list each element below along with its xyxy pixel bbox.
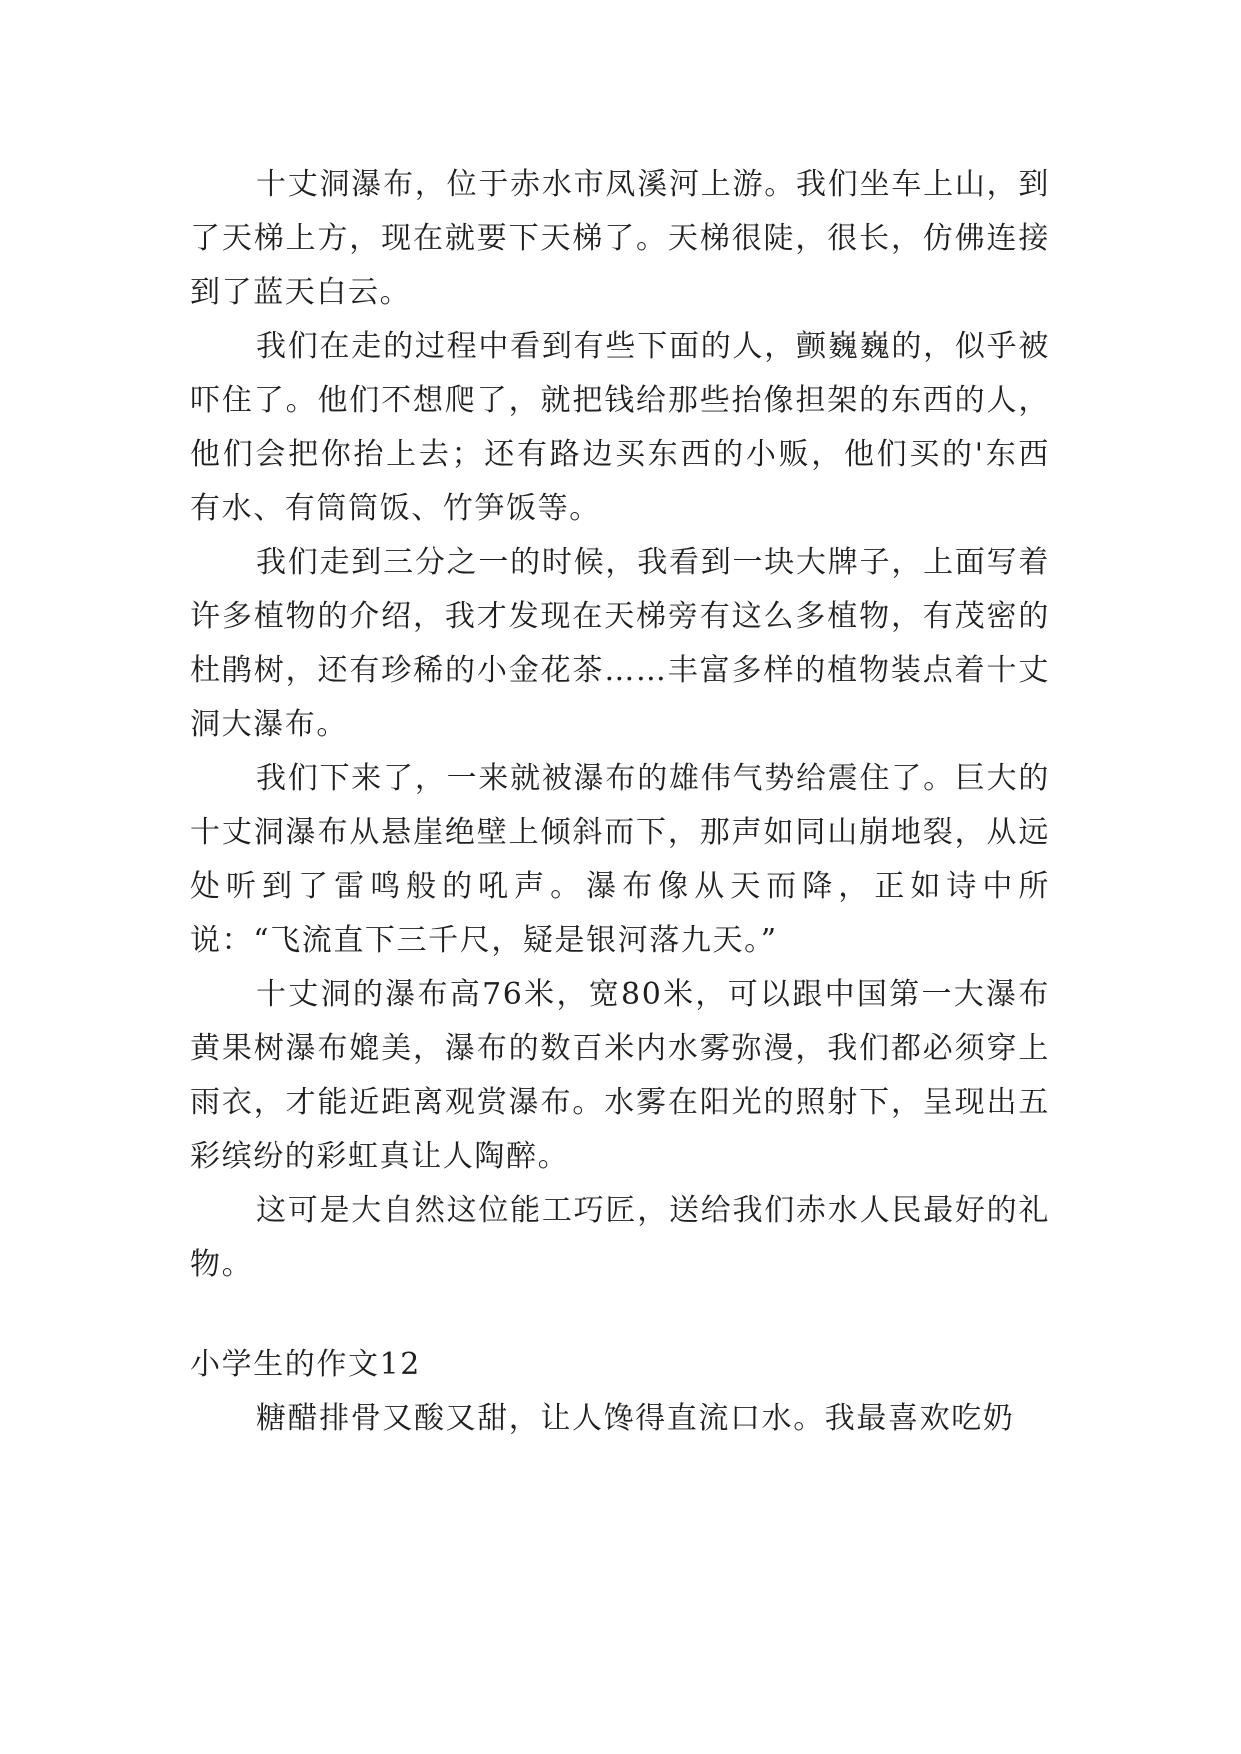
paragraph-3: 我们走到三分之一的时候，我看到一块大牌子，上面写着许多植物的介绍，我才发现在天梯旁有这么多植物，有茂密的杜鹃树，还有珍稀的小金花茶……丰富多样的植物装点着十丈洞大瀑布。: [190, 545, 1050, 742]
paragraph-4: 我们下来了，一来就被瀑布的雄伟气势给震住了。巨大的十丈洞瀑布从悬崖绝壁上倾斜而下，那声如同山崩地裂，从远处听到了雷鸣般的吼声。瀑布像从天而降，正如诗中所说：“飞流直下三千尺，疑是银河落九天。”: [190, 761, 1050, 958]
paragraph-5: 十丈洞的瀑布高76米，宽80米，可以跟中国第一大瀑布黄果树瀑布媲美，瀑布的数百米内水雾弥漫，我们都必须穿上雨衣，才能近距离观赏瀑布。水雾在阳光的照射下，呈现出五彩缤纷的彩虹真让人陶醉。: [190, 977, 1050, 1174]
paragraph-6: 这可是大自然这位能工巧匠，送给我们赤水人民最好的礼物。: [190, 1193, 1050, 1282]
paragraph-next: 糖醋排骨又酸又甜，让人馋得直流口水。我最喜欢吃奶: [256, 1401, 1015, 1436]
paragraph-1: 十丈洞瀑布，位于赤水市凤溪河上游。我们坐车上山，到了天梯上方，现在就要下天梯了。天梯很陡，很长，仿佛连接到了蓝天白云。: [190, 167, 1050, 310]
paragraph-2: 我们在走的过程中看到有些下面的人，颤巍巍的，似乎被吓住了。他们不想爬了，就把钱给那些抬像担架的东西的人，他们会把你抬上去；还有路边买东西的小贩，他们买的'东西有水、有筒筒饭、竹笋饭等。: [190, 329, 1050, 526]
section-heading: 小学生的作文12: [190, 1347, 421, 1382]
document-body: [190, 158, 1050, 1446]
